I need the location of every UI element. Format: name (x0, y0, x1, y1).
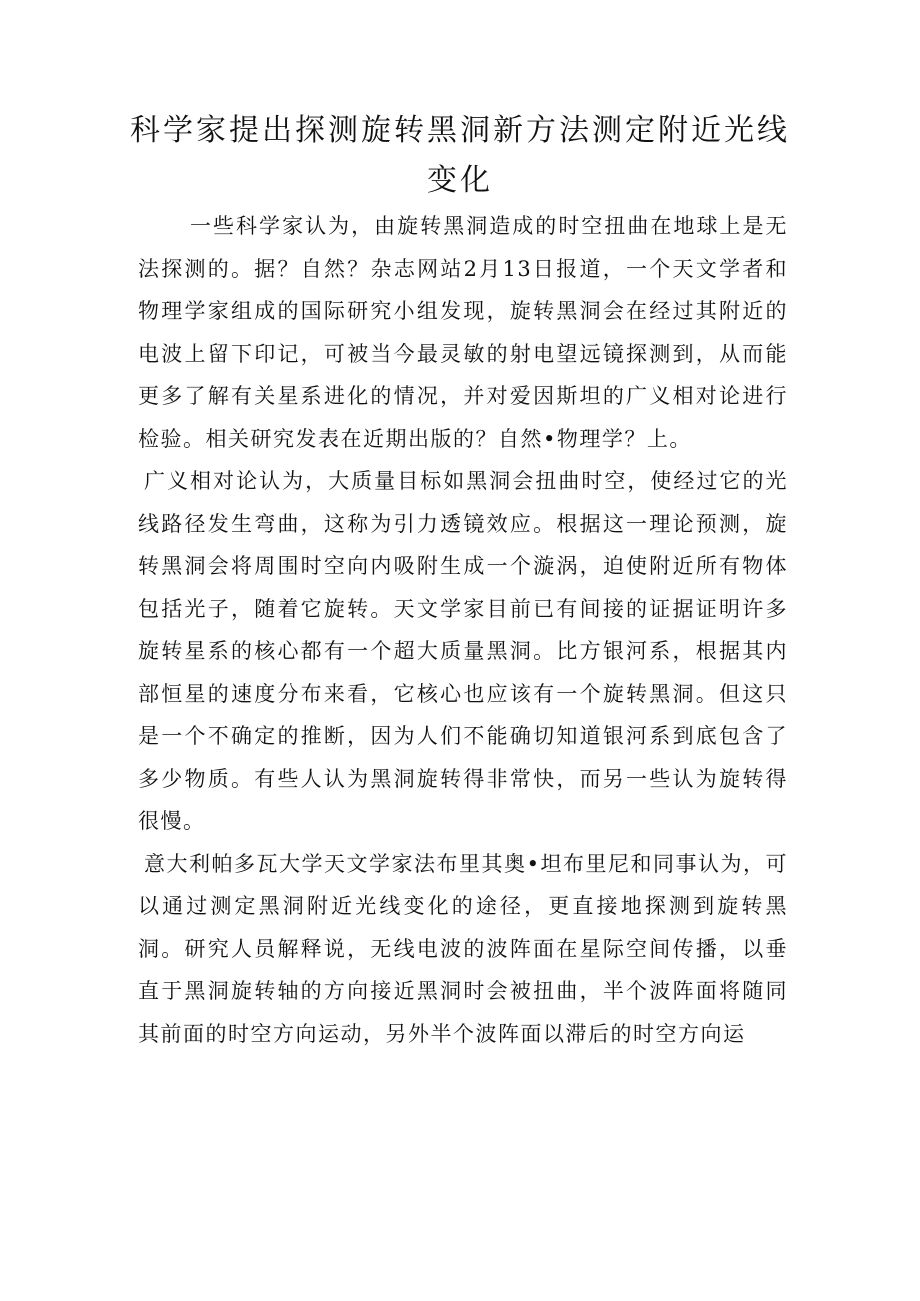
paragraph-3: 意大利帕多瓦大学天文学家法布里其奥•坦布里尼和同事认为，可以通过测定黑洞附近光线变化的途径，更直接地探测到旋转黑洞。研究人员解释说，无线电波的波阵面在星际空间传播，以垂直于黑洞旋转轴的方向接近黑洞时会被扭曲，半个波阵面将随同其前面的时空方向运动，另外半个波阵面以滞后的时空方向运 (138, 851, 788, 1046)
paragraph-1: 一些科学家认为，由旋转黑洞造成的时空扭曲在地球上是无法探测的。据？自然？杂志网站2月13日报道，一个天文学者和物理学家组成的国际研究小组发现，旋转黑洞会在经过其附近的电波上留下印记，可被当今最灵敏的射电望远镜探测到，从而能更多了解有关星系进化的情况，并对爱因斯坦的广义相对论进行检验。相关研究发表在近期出版的？自然•物理学？上。 (138, 214, 788, 451)
paragraph-2: 广义相对论认为，大质量目标如黑洞会扭曲时空，使经过它的光线路径发生弯曲，这称为引力透镜效应。根据这一理论预测，旋转黑洞会将周围时空向内吸附生成一个漩涡，迫使附近所有物体包括光子，随着它旋转。天文学家目前已有间接的证据证明许多旋转星系的核心都有一个超大质量黑洞。比方银河系，根据其内部恒星的速度分布来看，它核心也应该有一个旋转黑洞。但这只是一个不确定的推断，因为人们不能确切知道银河系到底包含了多少物质。有些人认为黑洞旋转得非常快，而另一些认为旋转得很慢。 (138, 469, 788, 833)
document-title: 科学家提出探测旋转黑洞新方法测定附近光线变化 (130, 113, 790, 198)
document-body (138, 205, 788, 1055)
